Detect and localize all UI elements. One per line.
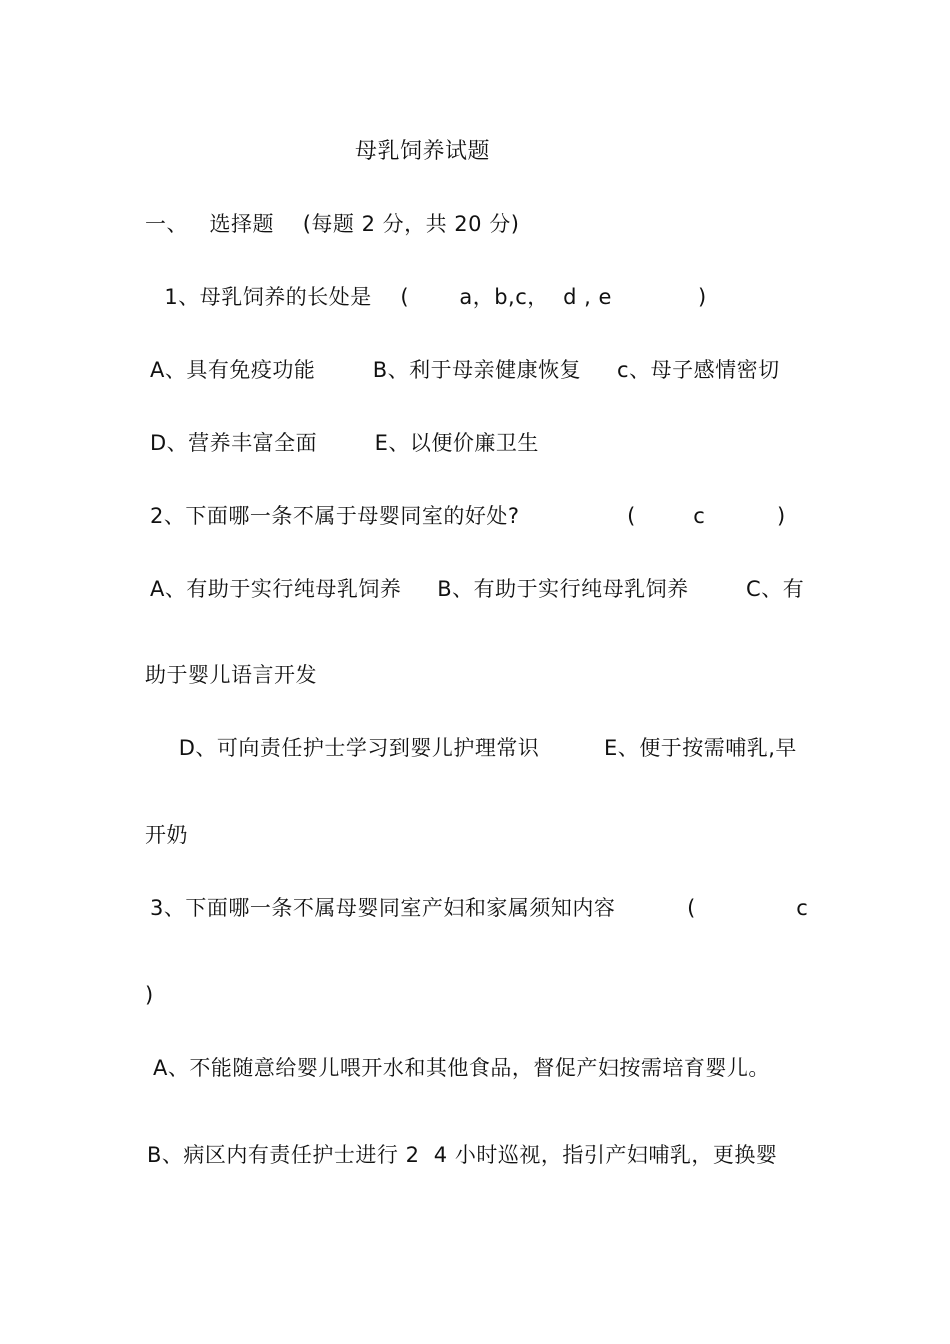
- question-2-options-line-3: D、可向责任护士学习到婴儿护理常识 E、便于按需哺乳,早: [150, 736, 797, 760]
- question-1-options-line-2: D、营养丰富全面 E、以便价廉卫生: [150, 431, 539, 455]
- document-title: 母乳饲养试题: [355, 139, 491, 164]
- question-1-stem: 1、母乳饲养的长处是 ( a，b,c， d , e ): [150, 285, 707, 309]
- question-3-stem: 3、下面哪一条不属母婴同室产妇和家属须知内容 ( c: [150, 896, 809, 920]
- question-3-stem-continuation: ): [145, 983, 154, 1007]
- question-3-options-line-2: B、病区内有责任护士进行 2 4 小时巡视，指引产妇哺乳，更换婴: [147, 1143, 778, 1167]
- question-2-stem: 2、下面哪一条不属于母婴同室的好处? ( c ): [150, 504, 786, 528]
- question-2-options-line-4: 开奶: [145, 823, 188, 847]
- question-2-options-line-2: 助于婴儿语言开发: [145, 663, 317, 687]
- question-2-options-line-1: A、有助于实行纯母乳饲养 B、有助于实行纯母乳饲养 C、有: [150, 577, 805, 601]
- question-3-options-line-1: A、不能随意给婴儿喂开水和其他食品，督促产妇按需培育婴儿。: [153, 1056, 770, 1080]
- section-heading: 一、 选择题 (每题 2 分，共 20 分): [145, 212, 520, 236]
- question-1-options-line-1: A、具有免疫功能 B、利于母亲健康恢复 c、母子感情密切: [150, 358, 780, 382]
